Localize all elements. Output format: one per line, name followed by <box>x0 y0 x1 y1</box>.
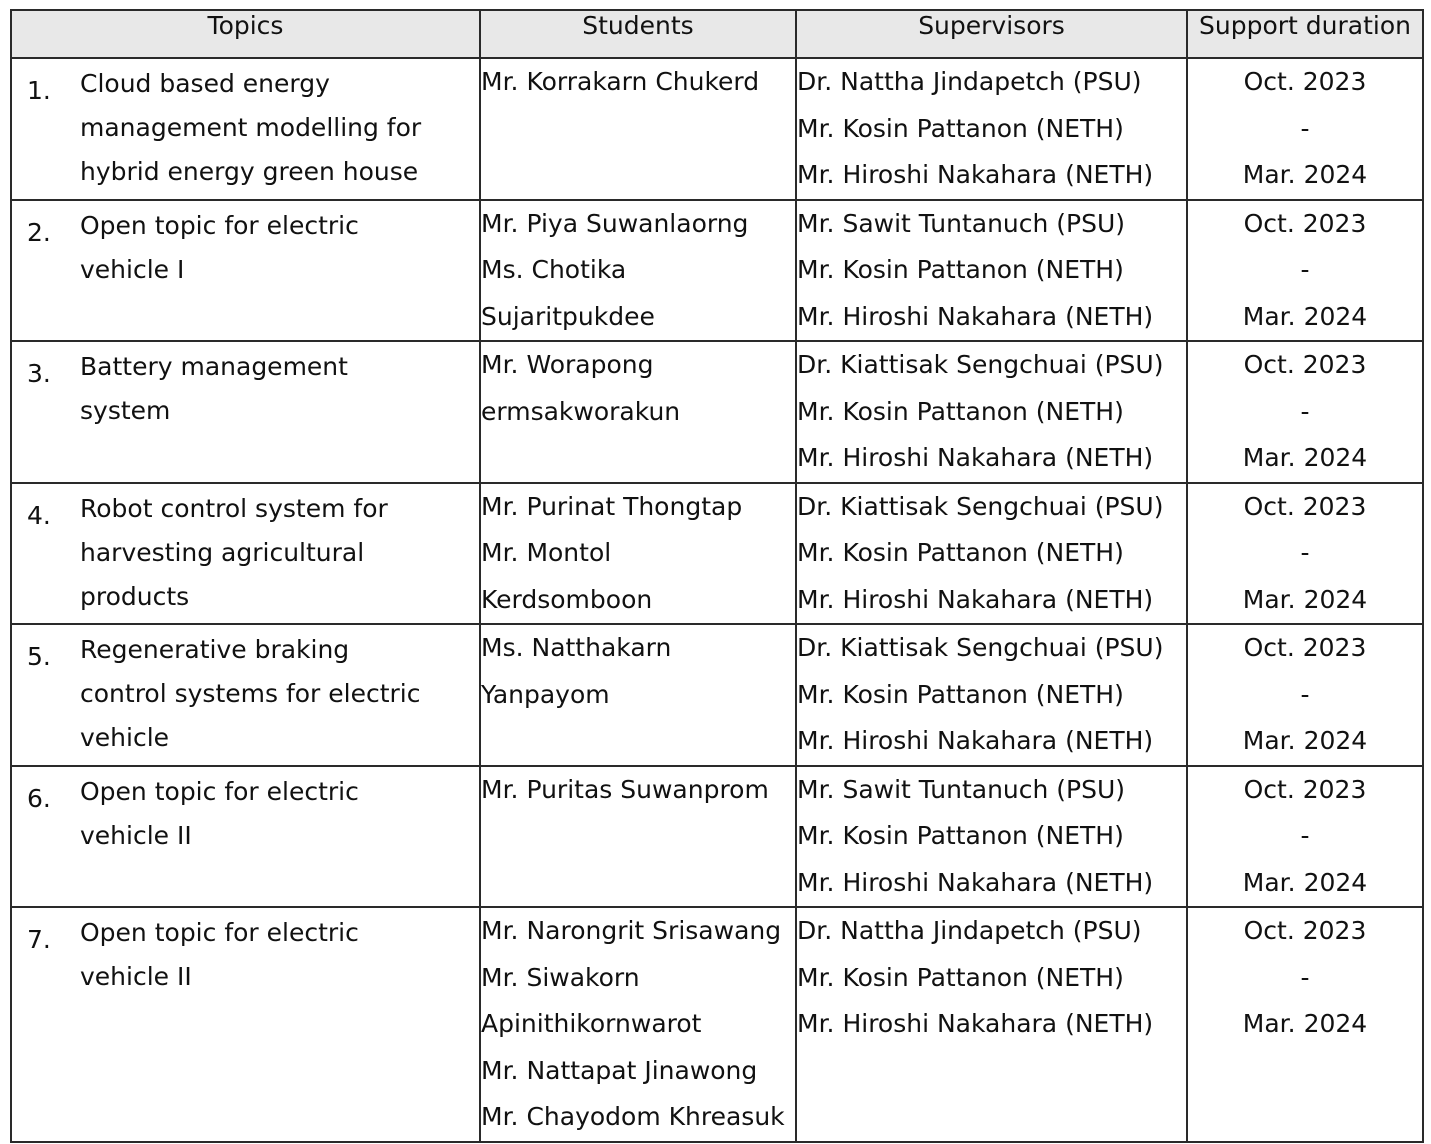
topic-title <box>12 59 479 194</box>
student-name: Mr. Piya Suwanlaorng <box>481 208 749 238</box>
duration-separator: - <box>1300 538 1310 567</box>
student-name: Sujaritpukdee <box>481 301 655 331</box>
topic-line: products <box>80 581 190 611</box>
topic-line: Cloud based energy <box>80 69 330 98</box>
support-duration-cell <box>1187 200 1423 342</box>
student-name: Mr. Worapong <box>481 350 654 379</box>
duration-separator: - <box>1300 679 1310 709</box>
topic-number: 2. <box>27 217 51 247</box>
topic-number: 6. <box>27 783 51 813</box>
header-support-duration: Support duration <box>1187 10 1423 58</box>
topic-number: 4. <box>27 500 51 530</box>
topic-title <box>12 342 479 433</box>
supervisor-name: Mr. Sawit Tuntanuch (PSU) <box>797 774 1126 804</box>
topic-line: vehicle II <box>80 962 192 991</box>
topic-line: Open topic for electric <box>80 776 359 806</box>
student-name: ermsakworakun <box>481 396 681 426</box>
topic-cell <box>11 58 480 200</box>
topic-title <box>12 767 479 858</box>
supervisors-cell <box>796 341 1187 483</box>
topic-cell <box>11 907 480 1142</box>
support-duration-cell <box>1187 624 1423 766</box>
duration-separator: - <box>1300 962 1310 992</box>
topic-cell <box>11 766 480 908</box>
topic-line: control systems for electric <box>80 679 421 708</box>
student-name: Ms. Chotika <box>481 255 627 284</box>
table-row <box>11 58 1423 200</box>
topic-line: vehicle <box>80 723 170 752</box>
topic-line: Robot control system for <box>80 493 388 523</box>
topic-title <box>12 625 479 760</box>
topic-line: hybrid energy green house <box>80 157 419 186</box>
supervisor-name: Mr. Kosin Pattanon (NETH) <box>797 821 1124 850</box>
support-duration-cell <box>1187 766 1423 908</box>
student-name: Apinithikornwarot <box>481 1009 702 1038</box>
topic-number: 3. <box>27 359 51 388</box>
supervisor-name: Mr. Hiroshi Nakahara (NETH) <box>797 301 1154 331</box>
duration-separator: - <box>1300 396 1310 426</box>
topic-line: Open topic for electric <box>80 210 359 240</box>
supervisor-name: Mr. Kosin Pattanon (NETH) <box>797 538 1124 567</box>
supervisor-name: Mr. Sawit Tuntanuch (PSU) <box>797 208 1126 238</box>
topic-number: 1. <box>27 76 51 105</box>
topic-line: management modelling for <box>80 113 422 142</box>
topic-line: Regenerative braking <box>80 635 350 664</box>
duration-start: Oct. 2023 <box>1243 350 1367 379</box>
supervisor-name: Mr. Kosin Pattanon (NETH) <box>797 962 1124 992</box>
student-name: Mr. Chayodom Khreasuk <box>481 1102 785 1131</box>
supervisors-cell <box>796 483 1187 625</box>
topic-line: vehicle II <box>80 820 192 850</box>
student-name: Yanpayom <box>481 679 610 709</box>
support-duration-cell <box>1187 341 1423 483</box>
duration-separator: - <box>1300 113 1310 143</box>
topic-line: Open topic for electric <box>80 918 359 947</box>
table-row <box>11 341 1423 483</box>
supervisors-cell <box>796 58 1187 200</box>
supervisor-name: Mr. Kosin Pattanon (NETH) <box>797 396 1124 426</box>
supervisors-cell <box>796 766 1187 908</box>
supervisors-cell <box>796 624 1187 766</box>
students-cell <box>480 483 796 625</box>
supervisor-name: Dr. Kiattisak Sengchuai (PSU) <box>797 633 1164 662</box>
students-cell <box>480 766 796 908</box>
duration-start: Oct. 2023 <box>1243 774 1367 804</box>
topics-table <box>10 9 1424 1143</box>
duration-end: Mar. 2024 <box>1242 867 1368 897</box>
student-name: Kerdsomboon <box>481 584 653 614</box>
student-name: Mr. Montol <box>481 538 612 567</box>
supervisor-name: Dr. Nattha Jindapetch (PSU) <box>797 916 1142 945</box>
topic-number: 7. <box>27 925 51 954</box>
topic-line: system <box>80 396 171 425</box>
support-duration-cell <box>1187 58 1423 200</box>
supervisor-name: Mr. Hiroshi Nakahara (NETH) <box>797 726 1154 755</box>
students-cell <box>480 624 796 766</box>
students-cell <box>480 907 796 1142</box>
supervisor-name: Mr. Hiroshi Nakahara (NETH) <box>797 1009 1154 1038</box>
topic-number: 5. <box>27 642 51 671</box>
duration-end: Mar. 2024 <box>1242 301 1368 331</box>
topic-line: Battery management <box>80 352 348 381</box>
supervisor-name: Mr. Kosin Pattanon (NETH) <box>797 679 1124 709</box>
students-cell <box>480 58 796 200</box>
duration-end: Mar. 2024 <box>1242 443 1368 472</box>
duration-end: Mar. 2024 <box>1242 160 1368 189</box>
header-row <box>11 10 1423 58</box>
topic-line: vehicle I <box>80 254 185 284</box>
topic-cell <box>11 624 480 766</box>
topic-title <box>12 484 479 619</box>
supervisor-name: Dr. Kiattisak Sengchuai (PSU) <box>797 491 1164 521</box>
header-students: Students <box>480 10 796 58</box>
topic-title <box>12 908 479 999</box>
support-duration-cell <box>1187 483 1423 625</box>
topic-cell <box>11 200 480 342</box>
student-name: Mr. Siwakorn <box>481 962 640 992</box>
student-name: Mr. Nattapat Jinawong <box>481 1055 758 1085</box>
supervisor-name: Mr. Hiroshi Nakahara (NETH) <box>797 160 1154 189</box>
support-duration-cell <box>1187 907 1423 1142</box>
supervisor-name: Mr. Hiroshi Nakahara (NETH) <box>797 443 1154 472</box>
student-name: Mr. Korrakarn Chukerd <box>481 67 760 96</box>
topic-line: harvesting agricultural <box>80 537 365 567</box>
students-cell <box>480 341 796 483</box>
supervisor-name: Dr. Nattha Jindapetch (PSU) <box>797 67 1142 96</box>
supervisor-name: Mr. Kosin Pattanon (NETH) <box>797 113 1124 143</box>
topic-cell <box>11 341 480 483</box>
student-name: Mr. Narongrit Srisawang <box>481 916 782 945</box>
duration-separator: - <box>1300 255 1310 284</box>
duration-end: Mar. 2024 <box>1242 1009 1368 1038</box>
header-topics: Topics <box>11 10 480 58</box>
duration-start: Oct. 2023 <box>1243 208 1367 238</box>
duration-start: Oct. 2023 <box>1243 67 1367 96</box>
supervisor-name: Mr. Kosin Pattanon (NETH) <box>797 255 1124 284</box>
table-row <box>11 907 1423 1142</box>
supervisor-name: Mr. Hiroshi Nakahara (NETH) <box>797 867 1154 897</box>
header-supervisors: Supervisors <box>796 10 1187 58</box>
duration-start: Oct. 2023 <box>1243 491 1367 521</box>
supervisor-name: Dr. Kiattisak Sengchuai (PSU) <box>797 350 1164 379</box>
student-name: Mr. Purinat Thongtap <box>481 491 743 521</box>
topic-title <box>12 201 479 292</box>
duration-end: Mar. 2024 <box>1242 584 1368 614</box>
student-name: Mr. Puritas Suwanprom <box>481 774 769 804</box>
table-row <box>11 483 1423 625</box>
duration-end: Mar. 2024 <box>1242 726 1368 755</box>
supervisors-cell <box>796 907 1187 1142</box>
table-row <box>11 200 1423 342</box>
duration-start: Oct. 2023 <box>1243 633 1367 662</box>
student-name: Ms. Natthakarn <box>481 633 672 662</box>
duration-start: Oct. 2023 <box>1243 916 1367 945</box>
students-cell <box>480 200 796 342</box>
supervisor-name: Mr. Hiroshi Nakahara (NETH) <box>797 584 1154 614</box>
supervisors-cell <box>796 200 1187 342</box>
topic-cell <box>11 483 480 625</box>
table-row <box>11 766 1423 908</box>
duration-separator: - <box>1300 821 1310 850</box>
table-row <box>11 624 1423 766</box>
